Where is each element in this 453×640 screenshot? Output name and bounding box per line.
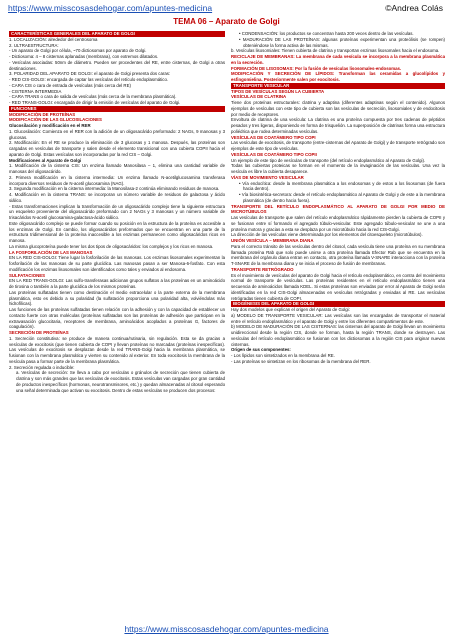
paragraph: Este oligosacárido complejo se puede formar cuando su posición en la estructura de la proteína es accesible a los enzimas de Golgi. En cambio, los oligosacáridos preformados que se encuentran en una parte de la estructura tridimensional de la proteína inaccesible a los enzimas permanecen como oligosacáridos ricos en manosa.	[9, 220, 225, 243]
subheading: TRANSPORTE RETRÓGRADO	[231, 266, 294, 272]
footer-link[interactable]: https://www.misscosasdehogar.com/apuntes-medicina	[124, 624, 329, 634]
subheading: FORMACIÓN DE LISOSOMAS: Por la fusión de vesículas lisosomales-endosomas.	[231, 65, 402, 71]
subheading: SECRECIÓN DE PROTEÍNAS	[9, 330, 69, 335]
paragraph: EN LA RED TRANS-GOLGI: Las sulfo-transferasas adicionan grupos sulfatos a las proteínas en un aminoácido de tirosina o también a la parte glucídica de los mismos proteínas.	[9, 278, 225, 289]
paragraph: Un ejemplo de este tipo de vesículas de transporte (del retículo endoplasmático al Aparato de Golgi).	[231, 157, 426, 163]
paragraph: b) MODELO DE MADURACIÓN DE LAS CISTERNAS: las cisternas del aparato de Golgi llevan un movimiento unidireccional desde la región CIS, donde se forman, hasta la región TRANS, donde se destruyen. Las vesículas del retículo endoplasmático se fusionan con los dictiosomas a la región CIS para originar nuevas cisternas.	[231, 324, 445, 347]
paragraph: La dirección de las vesículas viene determinada por los elementos del citoesqueleto (microtúbulos).	[231, 232, 423, 238]
paragraph: 3. Segunda modificación en la cisterna intermedia: la Manosilasa-2 continúa eliminando residuos de manosa.	[9, 186, 220, 192]
paragraph: Envoltura de clatrina de una vesícula: La clatrina es una proteína compuesta por tres cadenas de péptidos pesados y tres ligeras, disponiendo en forma de trisquelión. La superposición de clatrinas forma una estructura poliédrica que rodea determinadas vesículas.	[231, 117, 445, 134]
paragraph: 4. Modificación en la cisterna TRANS: se incorporan un número variable de residuos de galactosa y ácido siálico.	[9, 192, 225, 203]
paragraph: 1. Secreción constitutiva: se produce de manera continua/rutinaria, sin regulación. Esta se da gracias a vesículas de exocitosis (que tienen cubierta de COPI y llevan proteínas no marcadas (proteínas inespecíficas). Las vesículas de exocitosis se desplazan desde la red TRANS-Golgi hacia la membrana plasmática, se fusionan con la membrana plasmática y vierten su contenido al exterior. En toda exocitosis la membrana de la vesícula pasa a formar parte de la membrana plasmática.	[9, 335, 225, 364]
subheading: LA FOSFORILACIÓN DE LAS MANOSAS	[9, 249, 93, 255]
bold-heading: Glucosilación y modificación en el RER	[9, 123, 91, 128]
subheading: VESÍCULAS DE CLATRINA	[231, 94, 287, 100]
paragraph: - Dictiosoma: 4 – 8 cisternas aplanadas (membrana), con extremos dilatados.	[9, 54, 159, 59]
paragraph: - Los lípidos son sintetizados en la membrana del RE.	[231, 353, 335, 358]
paragraph: - CARA CIS o cara de entrada de vesículas (más cerca del RE)	[9, 82, 131, 88]
paragraph: Tiene dos proteínas estructurales: clatrina y adaptina (diferentes adaptinas según el contenido). Algunos ejemplos de vesículas con este tipo de cubierta son las vesículas de secreción, lisosomiales y de endocitosis por medio de receptores.	[231, 100, 445, 117]
subheading: VESÍCULAS DE COATÁMERO TIPO COPI	[231, 134, 316, 140]
subheading: VÍAS DE MOVIMIENTO VESICULAR	[231, 174, 304, 180]
paragraph: Las proteínas sulfatadas tienen como destinación el medio extracelular o la parte externa de la membrana plasmática, esto es debido a su polaridad (la sulfatación proporciona una polaridad alta, volviéndolas más hidrofílicas).	[9, 289, 225, 307]
right-column	[231, 31, 445, 619]
paragraph: 1. LOCALIZACIÓN: alrededor del centrosoma	[9, 36, 98, 42]
paragraph: La misma glucoproteína puede tener los dos tipos de oligosacáridos: los complejos y los ricos en manosa.	[9, 243, 214, 249]
paragraph: 1. Modificación de la cisterna CIS: Un enzima llamado Manosilasa – 1, elimina una cantidad variable de manosas del oligosacárido.	[9, 163, 225, 174]
section-heading: FUNCIONES	[9, 106, 225, 112]
paragraph: Las funciones de las proteínas sulfatadas tienen relación con la adhesión y con la capacidad de establecer un contacto fuerte con otras moléculas (proteínas sulfatadas son las proteínas de adhesión que participan en la extravasación glucocitaria, receptores de membrana, aminoácidos acoplados a proteínas G, factores de coagulación).	[9, 307, 225, 330]
paragraph: Todas las cubiertas proteicas se forman en el momento de la invaginación de las vesículas. Una vez la vesícula es libre la cubierta desaparece.	[231, 163, 445, 174]
paragraph: a) MODELO DE TRANSPORTE VESICULAR: Las vesículas son las encargadas de transportar el material entre el retículo endoplasmático y el aparato de Golgi y entre los diferentes compartimentos de este.	[231, 312, 445, 324]
paragraph: Para el correcto tránsito de las vesículas dentro del citosol, cada vesícula tiene una proteína en su membrana llamada proteína Rab que solo puede unirse a otra proteína llamada Efector Rab que se encuentra en la membrana del orgánulo diana entran en contacto, otra proteína llamada V-SNARE interacciona con la proteína T-SNARE de la membrana diana y se inicia el proceso de fusión de membranas.	[231, 243, 445, 266]
section-heading: TRANSPORTE VESICULAR	[231, 83, 445, 89]
paragraph: 2. Modificación: En el RE se produce la eliminación de 3 glucosas y 1 manosa. Después, las proteínas son cargadas en vesículas de transporte y salen desde el elemento transicional con una cubierta COPII hacia el aparato de Golgi. Estas vesículas son incorporadas por la red CIS – Golgi.	[9, 140, 225, 157]
header-link[interactable]: https://www.misscosasdehogar.com/apuntes-medicina	[8, 3, 213, 13]
paragraph: - Las proteínas se sintetizan en los ribosomas de la membrana del RER.	[231, 358, 371, 364]
paragraph: b. Vesículas lisosomiales: Tienen cubierta de clatrina y transportan enzimas lisosomales hacia el endosoma.	[231, 48, 440, 54]
bullet-item: • Vía biosintética-secretora: desde el retículo endoplasmático al Aparato de Golgi y de este a la membrana plasmática (de dentro hacia fuera).	[239, 192, 445, 203]
left-column	[9, 31, 225, 619]
paragraph: - Un aparato de Golgi por célula, ~70 dictiosomas por aparato de Golgi.	[9, 48, 147, 54]
section-heading: CARACTERÍSTICAS GENERALES DEL APARATO DE GOLGI	[9, 31, 225, 37]
paragraph: - Vesículas asociadas: 50nm de diámetro. Pueden ser procedentes del RE, entre cisternas, de Golgi a otras destinaciones.	[9, 59, 225, 71]
bullet-item: • MADURACIÓN DE LAS PROTEÍNAS: algunas proteínas experimentan una proteólisis (se rompen) obteniéndose la forma activa de las mismas.	[239, 36, 445, 48]
subheading: MODIFICACIÓN Y SECRECIÓN DE LÍPIDOS: Transforman las ceramidas a glucolípidos y esfingomielina. Posteriormente salen por exocitosis.	[231, 71, 445, 82]
paragraph: - Estas transformaciones implican la transformación de un oligosacárido complejo tiene la siguiente estructura un esqueleto proveniente del oligosacárido preformado con 2 NAGs y 3 manosas y un número variable de trisacáridos N-acetil glucosamina-galactosa-ácido siálico.	[9, 203, 225, 220]
paragraph: 2. Primera modificación en la cisterna intermedia: Un enzima llamado N-acetilglucosamina transferasa incorpora diversos residuos de N-acetil glucosamina (NAG).	[9, 174, 225, 186]
paragraph: 3. POLARIDAD DEL APARATO DE GOLGI: el aparato de Golgi presenta dos caras:	[9, 71, 171, 77]
subheading: SULFATACIONES	[9, 272, 46, 278]
author-credit: ©Andrea Colás	[385, 3, 443, 13]
subheading: TIPOS DE VESÍCULAS SEGÚN LA CUBIERTA	[231, 88, 325, 94]
subheading: RECICLAJE DE MEMBRANAS: La membrana de cada vesícula se incorpora a la membrana plasmática en la secreción.	[231, 54, 445, 65]
page-title: TEMA 06 – Aparato de Golgi	[173, 17, 280, 26]
paragraph: 1. Glucosilación: Comienza en el RER con la adición de un oligosacárido preformado: 2 NAGs, 9 manosas y 3 glucosas.	[9, 128, 225, 140]
subheading: UNIÓN VESÍCULA – MEMBRANA DIANA	[231, 238, 314, 243]
section-heading: BIOGÉNESIS DEL APARATO DE GOLGI	[231, 301, 445, 307]
paragraph: a. Vesículas de secreción: Se lleva a cabo por vesículas o gránulos de secreción que tienen cubierta de clatrina y son más grandes que las vesículas de exocitosis. Estas vesículas van cargadas por gran cantidad de productos inespecíficos (hormonas, neurotransmisores, etc.) y quedan almacenadas al citosol esperando una señal determinada que activan su exocitosis. Dentro de estas vesículas se producen dos procesos:	[16, 370, 225, 393]
paragraph: EN LA RED CIS-GOLGI: Tiene lugar la fosforilación de las manosas. Los enzimas lisosomales experimentan la fosforilación de las manosas de su parte glucídica. Las manosas pasan a ser Manosa-6-fosfato. Con esta modificación los enzimas lisosomales son identificados como tales y enviados al endosoma.	[9, 255, 225, 272]
paragraph: 2. ULTRAESTRUCTURA:	[9, 42, 59, 48]
paragraph: Hay dos modelos que explican el origen del Aparato de Golgi:	[231, 307, 350, 312]
subheading: VESÍCULAS DE COATÁMERO TIPO COPII	[231, 151, 317, 157]
paragraph: Las vesículas de exocitosis, de transporte (entre-cisternas del Aparato de Golgi) y de transporte retrógrado son ejemplos de este tipo de vesículas.	[231, 140, 445, 151]
paragraph: - CISTERNA INTERMEDIA	[9, 88, 62, 94]
subheading: MODIFICACIÓN DE LAS GLUCOSILACIONES	[9, 117, 102, 123]
paragraph: - RED CIS-GOLGI: encargada de captar las vesículas del retículo endoplasmático.	[9, 77, 169, 82]
bold-heading: Origen de sus componentes:	[231, 347, 291, 353]
subheading: MODIFICACIÓN DE PROTEÍNAS	[9, 111, 76, 117]
paragraph: - CARA TRANS o cara de salida de vesículas (más cerca de la membrana plasmática).	[9, 94, 177, 100]
bullet-item: • Vía endocítica: desde la membrana plasmática a los endosomas y de estos a los lisosomas (de fuera hacia dentro).	[239, 180, 445, 192]
paragraph: - RED TRANS-GOLGI: encargada de dirigir la emisión de vesículas del aparato de Golgi.	[9, 100, 181, 105]
bullet-item: • CONDENSACIÓN: los productos se concentran hasta 200 veces dentro de las vesículas.	[239, 31, 414, 36]
bold-heading: Modificaciones al Aparato de Golgi	[9, 157, 82, 163]
paragraph: Las vesículas de transporte que salen del retículo endoplasmático rápidamente pierden la cubierta de COPII y se fusionan entre sí formando el agregado túbulo-vesicular. Este agregado túbulo-vesicular se une a una proteína motora y gracias a esta se desplaza por un microtúbulo hacia la red CIS-Golgi.	[231, 215, 445, 232]
paragraph: 2. Secreción regulada o inducible:	[9, 364, 75, 370]
subheading: TRANSPORTE DEL RETÍCULO ENDOPLASMÁTICO AL APARATO DE GOLGI POR MEDIO DE MICROTÚBULOS	[231, 203, 445, 215]
paragraph: Es el movimiento de vesículas del aparato de Golgi hacia el retículo endoplasmático, en contra del movimiento normal de transporte de vesículas. Las proteínas residentes en el retículo endoplasmático tienen una secuencia de aminoácidos llamada KDEL. Si estas proteínas son enviadas por error al Aparato de Golgi serán identificadas en la red CIS-Golgi almacenadas en vesículas retrógradas y enviadas al RE. Las vesículas retrógradas tienen cubierta de COPI.	[231, 272, 445, 301]
